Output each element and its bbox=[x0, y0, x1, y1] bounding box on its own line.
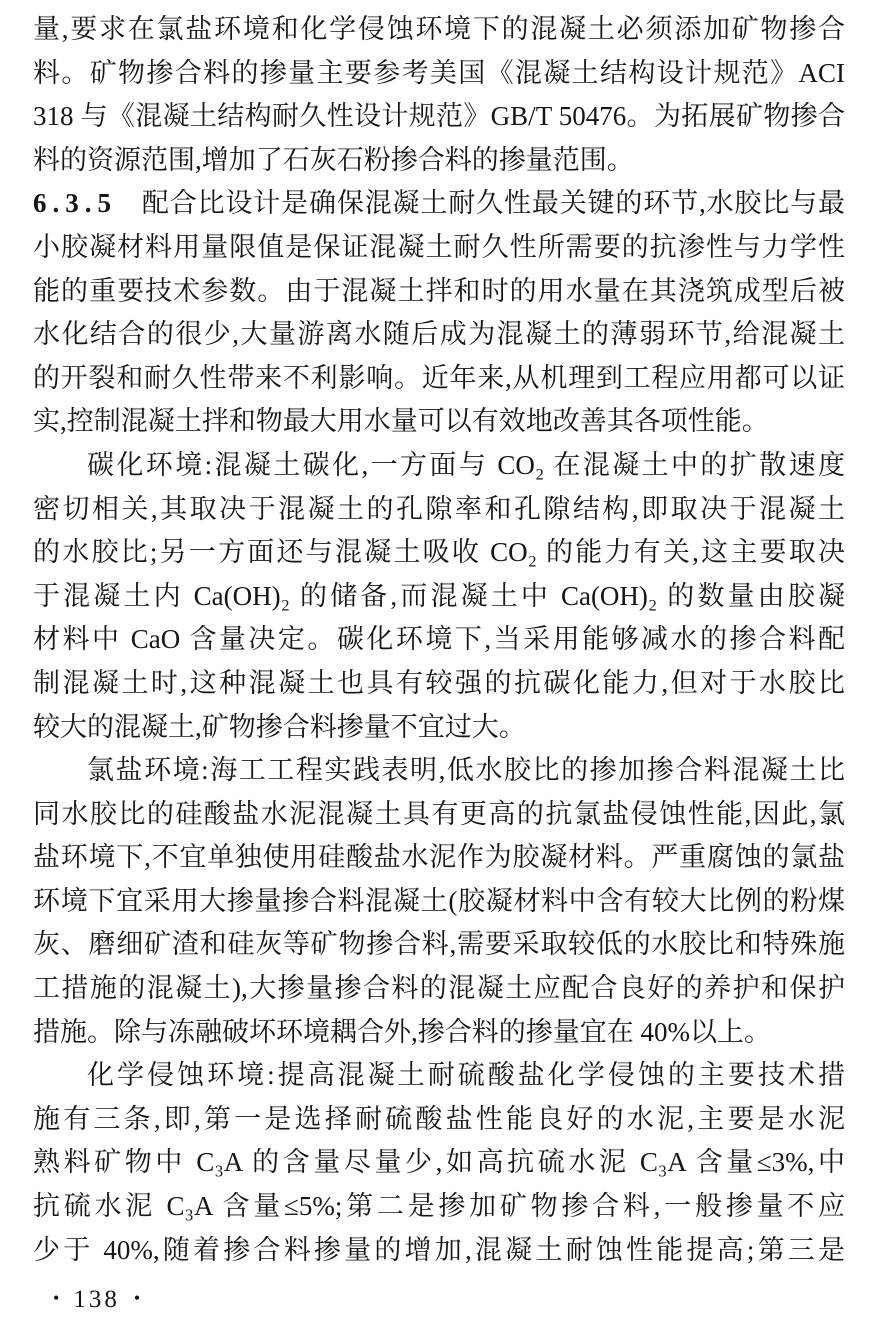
text-line bbox=[33, 313, 845, 357]
line-text: 环境下宜采用大掺量掺合料混凝土(胶凝材料中含有较大比例的粉煤 bbox=[33, 885, 845, 916]
text-line bbox=[33, 226, 845, 270]
text-line bbox=[33, 52, 845, 96]
text-line bbox=[33, 531, 845, 575]
text-line bbox=[33, 1185, 845, 1229]
line-text: 氯盐环境:海工工程实践表明,低水胶比的掺加掺合料混凝土比 bbox=[87, 755, 845, 786]
text-line bbox=[33, 1229, 845, 1273]
text-line bbox=[33, 1054, 845, 1098]
line-text: 工措施的混凝土),大掺量掺合料的混凝土应配合良好的养护和保护 bbox=[33, 973, 845, 1004]
text-line bbox=[33, 357, 845, 401]
line-text: 能的重要技术参数。由于混凝土拌和时的用水量在其浇筑成型后被 bbox=[33, 275, 845, 306]
text-line bbox=[33, 1011, 845, 1055]
line-text: 密切相关,其取决于混凝土的孔隙率和孔隙结构,即取决于混凝土 bbox=[33, 493, 845, 524]
page-footer bbox=[33, 1280, 845, 1318]
line-text: 较大的混凝土,矿物掺合料掺量不宜过大。 bbox=[33, 711, 526, 742]
line-text: 材料中 CaO 含量决定。碳化环境下,当采用能够减水的掺合料配 bbox=[33, 624, 845, 655]
line-text: 盐环境下,不宜单独使用硅酸盐水泥作为胶凝材料。严重腐蚀的氯盐 bbox=[33, 842, 845, 873]
line-text: 灰、磨细矿渣和硅灰等矿物掺合料,需要采取较低的水胶比和特殊施 bbox=[33, 929, 845, 960]
line-text: 施有三条,即,第一是选择耐硫酸盐性能良好的水泥,主要是水泥 bbox=[33, 1103, 845, 1134]
line-text: 量,要求在氯盐环境和化学侵蚀环境下的混凝土必须添加矿物掺合 bbox=[33, 14, 845, 44]
line-text: 化学侵蚀环境:提高混凝土耐硫酸盐化学侵蚀的主要技术措 bbox=[87, 1060, 845, 1091]
line-text: 抗硫水泥 C₃A 含量≤5%;第二是掺加矿物掺合料,一般掺量不应 bbox=[33, 1191, 845, 1222]
text-line bbox=[33, 749, 845, 793]
line-text: 318 与《混凝土结构耐久性设计规范》GB/T 50476。为拓展矿物掺合 bbox=[33, 101, 845, 132]
text-line bbox=[33, 139, 845, 183]
line-text: 配合比设计是确保混凝土耐久性最关键的环节,水胶比与最 bbox=[141, 188, 845, 219]
footer-right-dot: • bbox=[133, 1288, 141, 1309]
text-line bbox=[33, 182, 845, 226]
text-line bbox=[33, 967, 845, 1011]
text-line bbox=[33, 1141, 845, 1185]
line-text: 料的资源范围,增加了石灰石粉掺合料的掺量范围。 bbox=[33, 144, 634, 175]
text-line bbox=[33, 575, 845, 619]
line-text: 同水胶比的硅酸盐水泥混凝土具有更高的抗氯盐侵蚀性能,因此,氯 bbox=[33, 798, 845, 829]
text-line bbox=[33, 488, 845, 532]
line-text: 料。矿物掺合料的掺量主要参考美国《混凝土结构设计规范》ACI bbox=[33, 57, 845, 88]
text-line bbox=[33, 444, 845, 488]
line-text: 制混凝土时,这种混凝土也具有较强的抗碳化能力,但对于水胶比 bbox=[33, 667, 845, 698]
text-line bbox=[33, 880, 845, 924]
line-text: 实,控制混凝土拌和物最大用水量可以有效地改善其各项性能。 bbox=[33, 406, 769, 437]
page-number: 138 bbox=[73, 1286, 120, 1314]
section-number: 6.3.5 bbox=[33, 188, 117, 219]
footer-left-dot: • bbox=[53, 1288, 60, 1309]
line-text: 水化结合的很少,大量游离水随后成为混凝土的薄弱环节,给混凝土 bbox=[33, 319, 845, 350]
line-text: 的水胶比;另一方面还与混凝土吸收 CO₂ 的能力有关,这主要取决 bbox=[33, 537, 845, 568]
text-block bbox=[33, 8, 845, 1272]
text-line bbox=[33, 95, 845, 139]
text-line bbox=[33, 793, 845, 837]
text-line bbox=[33, 662, 845, 706]
line-text: 于混凝土内 Ca(OH)₂ 的储备,而混凝土中 Ca(OH)₂ 的数量由胶凝 bbox=[33, 580, 845, 611]
text-line bbox=[33, 923, 845, 967]
line-text: 少于 40%,随着掺合料掺量的增加,混凝土耐蚀性能提高;第三是 bbox=[33, 1234, 845, 1265]
text-line bbox=[33, 1098, 845, 1142]
text-line bbox=[33, 270, 845, 314]
line-text: 措施。除与冻融破坏环境耦合外,掺合料的掺量宜在 40%以上。 bbox=[33, 1016, 771, 1047]
line-text: 小胶凝材料用量限值是保证混凝土耐久性所需要的抗渗性与力学性 bbox=[33, 231, 845, 262]
text-line bbox=[33, 706, 845, 750]
text-line bbox=[33, 836, 845, 880]
text-line bbox=[33, 618, 845, 662]
line-text: 碳化环境:混凝土碳化,一方面与 CO₂ 在混凝土中的扩散速度 bbox=[87, 449, 845, 480]
text-line bbox=[33, 8, 845, 52]
line-text: 的开裂和耐久性带来不利影响。近年来,从机理到工程应用都可以证 bbox=[33, 362, 845, 393]
text-line bbox=[33, 400, 845, 444]
line-text: 熟料矿物中 C₃A 的含量尽量少,如高抗硫水泥 C₃A 含量≤3%,中 bbox=[33, 1147, 845, 1178]
